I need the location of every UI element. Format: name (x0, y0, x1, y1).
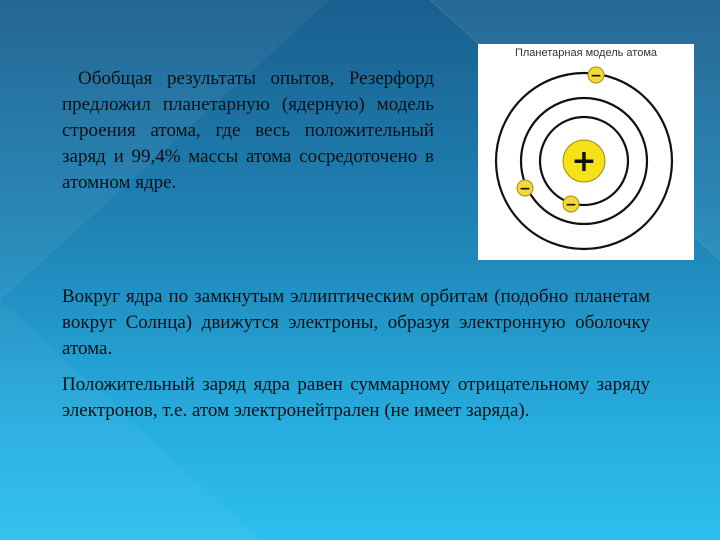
planetary-atom-figure (478, 44, 694, 260)
electron-top (588, 67, 604, 84)
nucleus (563, 140, 605, 182)
paragraph-charge-balance: Положительный заряд ядра равен суммарному отрицательному заряду электронов, т.е. атом электронейтрален (не имеет заряда). (62, 374, 650, 421)
paragraph-electron-orbits: Вокруг ядра по замкнутым эллиптическим орбитам (подобно планетам вокруг Солнца) движутся электроны, образуя электронную оболочку атома. (62, 286, 650, 359)
electron-middle-orbit (517, 180, 533, 197)
nucleus-plus-sign: + (571, 144, 597, 179)
paragraph-rutherford-conclusion: Обобщая результаты опытов, Резерфорд предложил планетарную (ядерную) модель строения атома, где весь положительный заряд и 99,4% массы атома сосредоточено в атомном ядре. (62, 68, 434, 193)
electron-minus-sign: − (519, 181, 531, 197)
atom-diagram (478, 44, 694, 260)
electron-minus-sign: − (590, 68, 602, 84)
electron-inner-orbit (563, 196, 579, 213)
electron-minus-sign: − (565, 197, 577, 213)
figure-caption: Планетарная модель атома (514, 47, 658, 59)
